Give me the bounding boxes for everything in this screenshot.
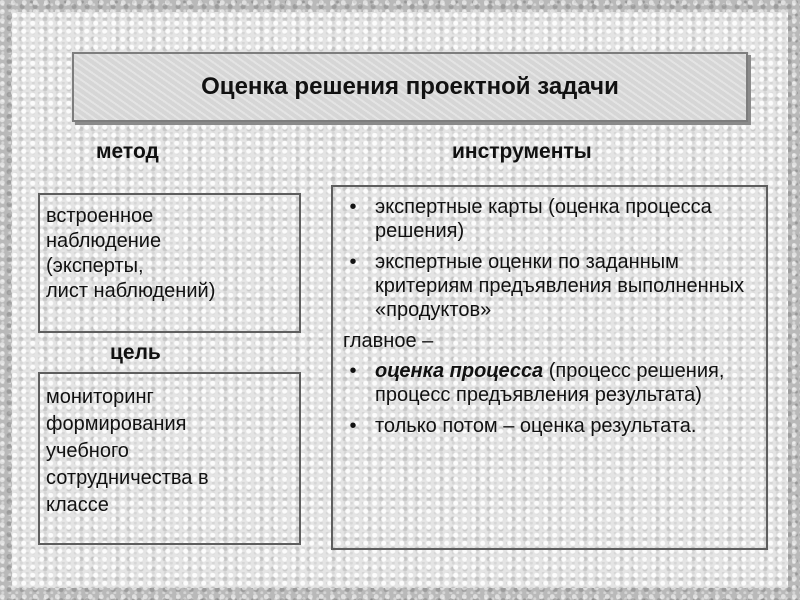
tools-list-main — [343, 359, 760, 438]
emphasis-text: оценка процесса — [375, 360, 544, 382]
goal-line: формирования — [46, 413, 187, 435]
list-item — [343, 359, 760, 407]
list-item-text: (процесс решения, процесс предъявления результата) — [375, 360, 725, 406]
bullet-icon: • — [349, 415, 357, 437]
list-item — [343, 195, 760, 243]
list-item — [343, 250, 760, 322]
goal-box — [38, 372, 301, 545]
method-box — [38, 193, 301, 333]
goal-heading: цель — [110, 341, 161, 364]
bullet-icon: • — [349, 196, 357, 218]
bullet-icon: • — [349, 360, 357, 382]
method-heading: метод — [96, 140, 159, 163]
tools-list — [343, 195, 760, 322]
goal-line: мониторинг — [46, 386, 154, 408]
page-title: Оценка решения проектной задачи — [201, 73, 619, 100]
list-item-text: экспертные оценки по заданным критериям предъявления выполненных «продуктов» — [375, 251, 745, 321]
method-line: наблюдение — [46, 230, 162, 252]
title-banner — [72, 52, 748, 122]
list-item — [343, 414, 760, 438]
list-item-text: экспертные карты (оценка процесса решения) — [375, 196, 712, 242]
list-item-text: только потом – оценка результата. — [375, 415, 697, 437]
goal-line: сотрудничества в — [46, 467, 209, 489]
goal-line: учебного — [46, 440, 129, 462]
goal-line: классе — [46, 494, 109, 516]
method-line: встроенное — [46, 205, 154, 227]
method-line: лист наблюдений) — [46, 280, 216, 302]
method-line: (эксперты, — [46, 255, 144, 277]
bullet-icon: • — [349, 251, 357, 273]
main-label: главное – — [343, 330, 434, 352]
tools-box — [331, 185, 768, 550]
tools-heading: инструменты — [452, 140, 592, 163]
